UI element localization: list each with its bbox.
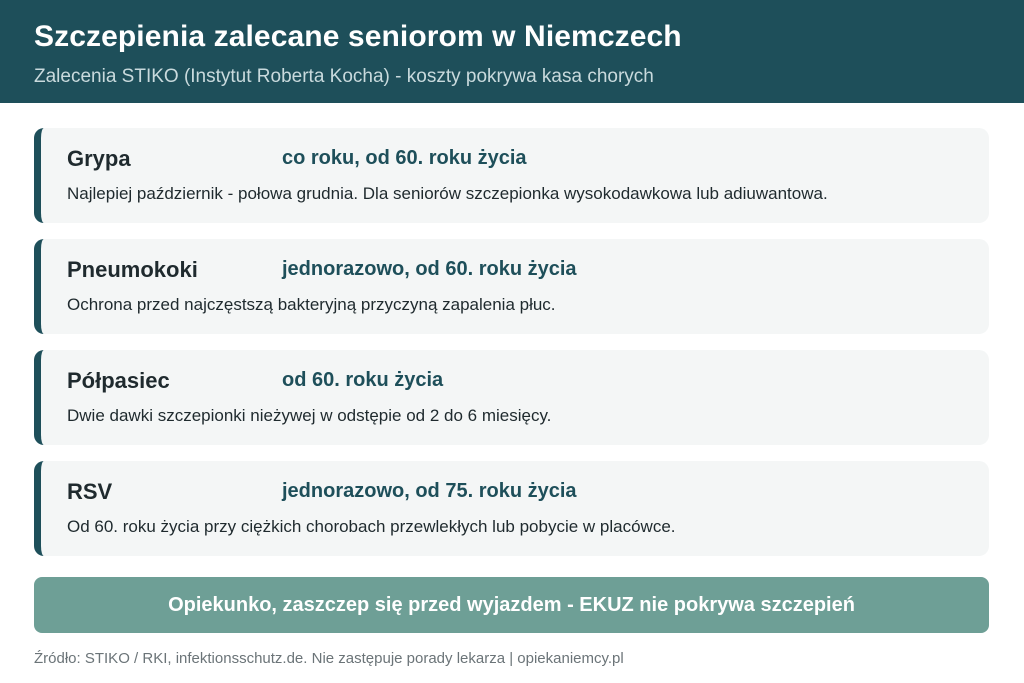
vaccine-schedule: jednorazowo, od 60. roku życia [282, 258, 577, 280]
vaccine-name: Pneumokoki [67, 257, 198, 282]
page-title: Szczepienia zalecane seniorom w Niemczech [34, 20, 682, 53]
vaccine-name: RSV [67, 479, 113, 504]
vaccine-name: Grypa [67, 146, 131, 171]
page-subtitle: Zalecenia STIKO (Instytut Roberta Kocha) - koszty pokrywa kasa chorych [34, 66, 654, 87]
source-footer: Źródło: STIKO / RKI, infektionsschutz.de. Nie zastępuje porady lekarza | opiekaniemcy.pl [34, 650, 624, 667]
vaccine-card-polpasiec [34, 350, 989, 445]
vaccine-card-pneumokoki [34, 239, 989, 334]
vaccine-description: Dwie dawki szczepionki nieżywej w odstępie od 2 do 6 miesięcy. [67, 406, 552, 425]
header [0, 0, 1024, 103]
vaccine-card-grypa [34, 128, 989, 223]
vaccine-name: Półpasiec [67, 368, 170, 393]
vaccine-schedule: jednorazowo, od 75. roku życia [282, 480, 577, 502]
vaccine-description: Najlepiej październik - połowa grudnia. Dla seniorów szczepionka wysokodawkowa lub adiuwantowa. [67, 184, 828, 203]
vaccine-card-rsv [34, 461, 989, 556]
vaccine-description: Od 60. roku życia przy ciężkich chorobach przewlekłych lub pobycie w placówce. [67, 517, 676, 536]
vaccine-schedule: co roku, od 60. roku życia [282, 147, 527, 169]
vaccine-description: Ochrona przed najczęstszą bakteryjną przyczyną zapalenia płuc. [67, 295, 556, 314]
reminder-banner-text: Opiekunko, zaszczep się przed wyjazdem - EKUZ nie pokrywa szczepień [168, 593, 855, 616]
vaccine-schedule: od 60. roku życia [282, 369, 444, 391]
reminder-banner [34, 577, 989, 633]
